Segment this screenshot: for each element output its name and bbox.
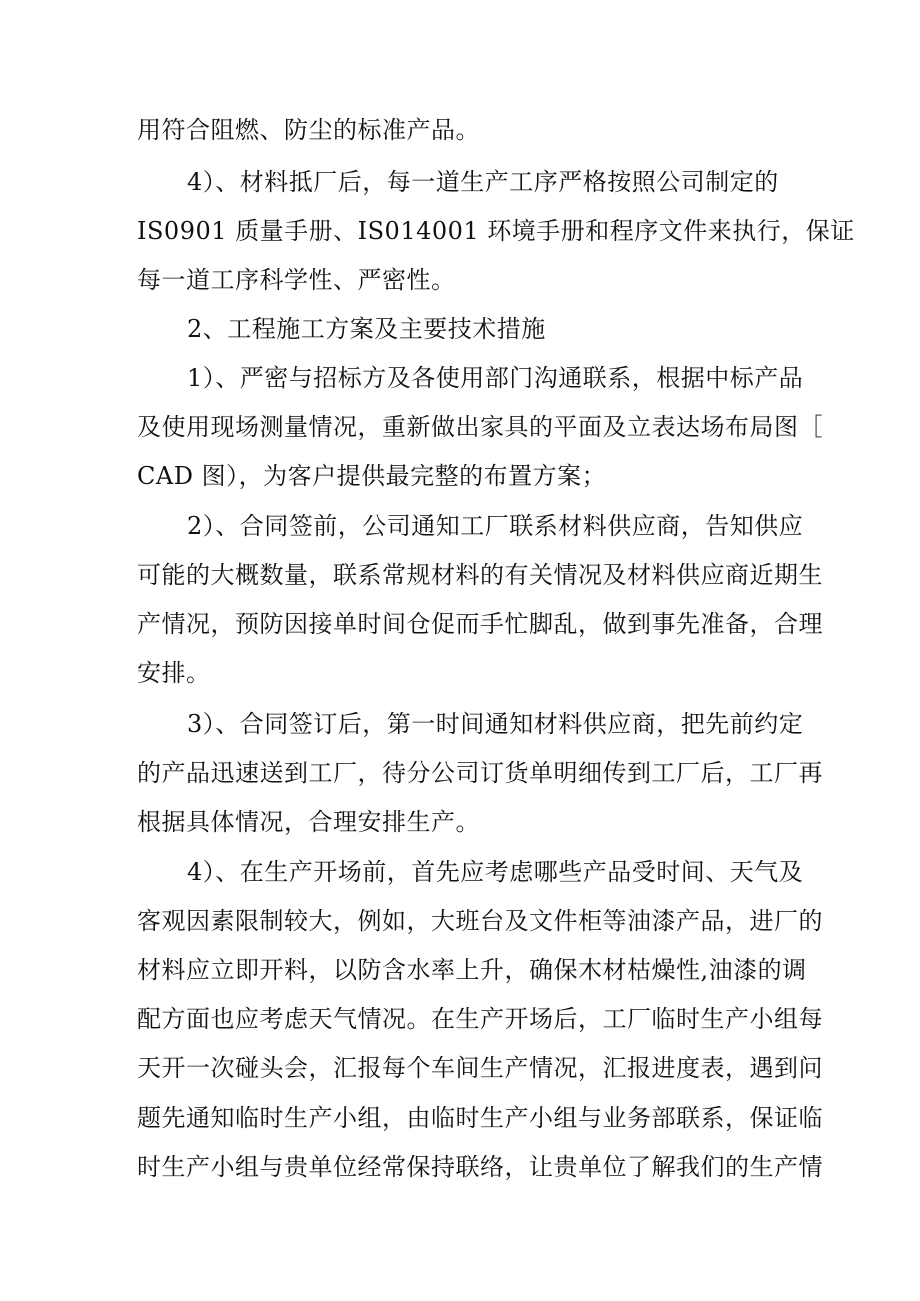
text-line: IS0901 质量手册、IS014001 环境手册和程序文件来执行，保证	[137, 217, 855, 245]
text-line: 配方面也应考虑天气情况。在生产开场后，工厂临时生产小组每	[137, 1005, 823, 1033]
text-line: 4）、在生产开场前，首先应考虑哪些产品受时间、天气及	[187, 858, 804, 886]
text-line: 1）、严密与招标方及各使用部门沟通联系，根据中标产品	[187, 364, 804, 392]
text-line: 材料应立即开料，以防含水率上升，确保木材枯燥性,油漆的调	[137, 956, 807, 984]
text-line: 2）、合同签前，公司通知工厂联系材料供应商，告知供应	[187, 512, 804, 540]
text-line: 的产品迅速送到工厂，待分公司订货单明细传到工厂后，工厂再	[137, 759, 823, 787]
text-line: 安排。	[137, 659, 211, 687]
text-line: 客观因素限制较大，例如，大班台及文件柜等油漆产品，进厂的	[137, 907, 823, 935]
section-heading: 2、工程施工方案及主要技术措施	[187, 315, 546, 343]
text-line: 4）、材料抵厂后，每一道生产工序严格按照公司制定的	[187, 168, 779, 196]
text-line: 3）、合同签订后，第一时间通知材料供应商，把先前约定	[187, 710, 804, 738]
text-line: 每一道工序科学性、严密性。	[137, 266, 456, 294]
text-line: 可能的大概数量，联系常规材料的有关情况及材料供应商近期生	[137, 561, 823, 589]
text-line: 天开一次碰头会，汇报每个车间生产情况，汇报进度表，遇到问	[137, 1054, 823, 1082]
text-line: 题先通知临时生产小组，由临时生产小组与业务部联系，保证临	[137, 1104, 823, 1132]
text-line: 产情况，预防因接单时间仓促而手忙脚乱，做到事先准备，合理	[137, 610, 823, 638]
text-line: 根据具体情况，合理安排生产。	[137, 808, 480, 836]
text-line: 用符合阻燃、防尘的标准产品。	[137, 116, 480, 144]
text-line: CAD 图），为客户提供最完整的布置方案；	[137, 462, 607, 490]
text-line: 及使用现场测量情况，重新做出家具的平面及立表达场布局图［	[137, 413, 823, 441]
text-line: 时生产小组与贵单位经常保持联络，让贵单位了解我们的生产情	[137, 1153, 823, 1181]
